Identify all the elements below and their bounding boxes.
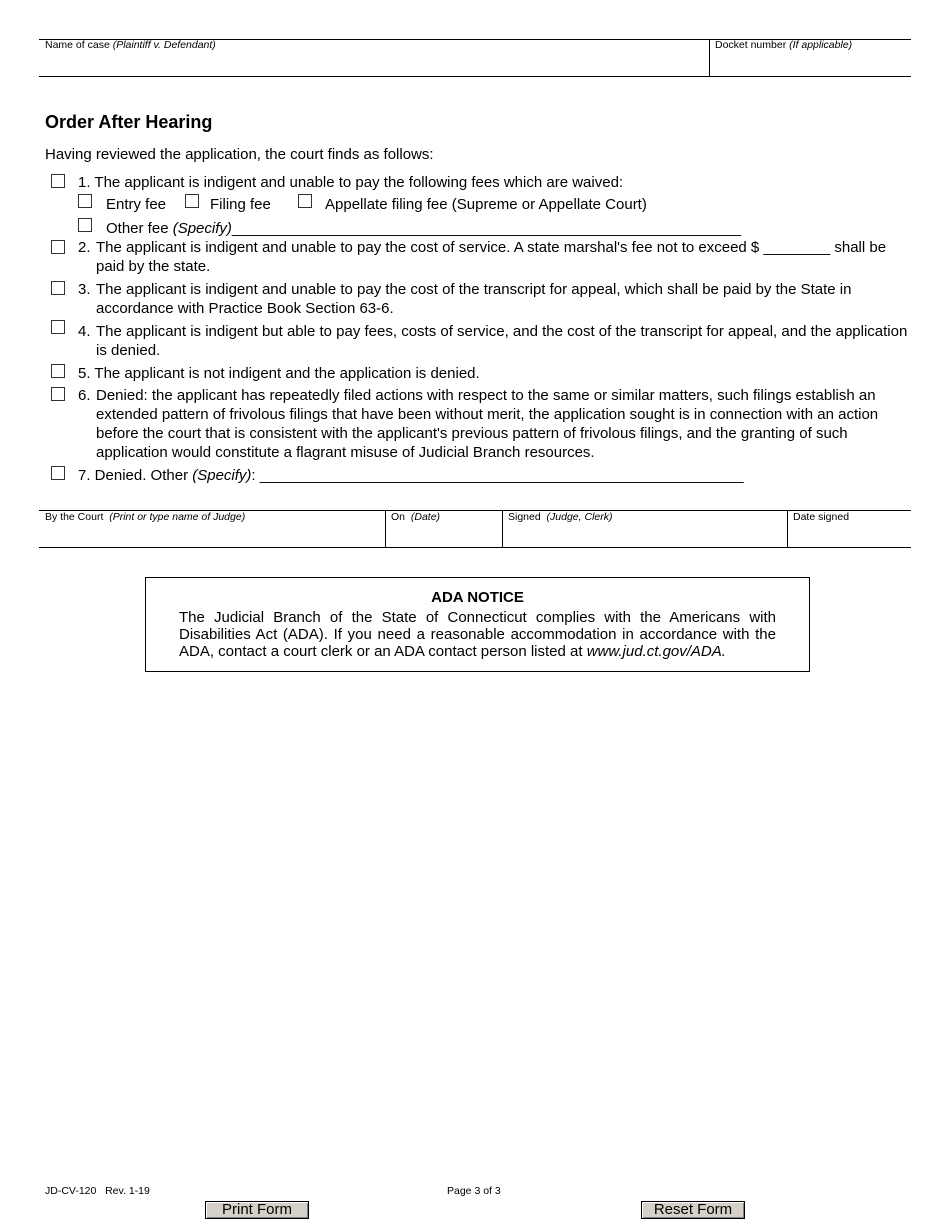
item3-number: 3.: [78, 281, 91, 298]
form-title: Order After Hearing: [45, 112, 213, 132]
item7-hint: (Specify): [192, 467, 252, 484]
item6-number: 6.: [78, 387, 91, 404]
ada-notice-box: [145, 577, 810, 672]
item4-number: 4.: [78, 323, 91, 340]
date-signed-label: Date signed: [793, 511, 850, 523]
filing-fee-checkbox[interactable]: [185, 194, 199, 208]
item5-checkbox[interactable]: [51, 364, 65, 378]
signature-divider-2: [502, 510, 503, 547]
intro-text: Having reviewed the application, the court finds as follows:: [45, 146, 434, 163]
item2-body: The applicant is indigent and unable to pay the cost of service. A state marshal's fee not to exceed $ ________ shall be paid by the state.: [96, 239, 887, 275]
form-id: JD-CV-120 Rev. 1-19: [45, 1185, 150, 1197]
signature-divider-3: [787, 510, 788, 547]
page-number: Page 3 of 3: [447, 1185, 501, 1197]
item6-checkbox[interactable]: [51, 387, 65, 401]
case-name-label: [45, 39, 216, 51]
item1-text: 1. The applicant is indigent and unable to pay the following fees which are waived:: [78, 174, 624, 191]
date-signed-input[interactable]: [793, 526, 909, 546]
judge-name-input[interactable]: [45, 526, 384, 546]
item2-number: 2.: [78, 239, 91, 256]
ada-notice-title: ADA NOTICE: [431, 589, 524, 606]
item4-text: [78, 322, 908, 360]
item2-text: [78, 238, 908, 276]
by-the-court-label-text: By the Court: [45, 511, 104, 523]
item3-checkbox[interactable]: [51, 281, 65, 295]
item7-other-input[interactable]: [270, 464, 742, 484]
print-form-button[interactable]: Print Form: [205, 1201, 309, 1219]
by-the-court-label: [45, 511, 245, 523]
entry-fee-label: Entry fee: [106, 196, 167, 213]
ada-notice-body: The Judicial Branch of the State of Connecticut complies with the Americans with Disabilities Act (ADA). If you need a reasonable accommodation in accordance with the ADA, contact a court clerk or an ADA contact person listed at: [179, 609, 776, 660]
docket-number-hint: (If applicable): [789, 39, 853, 51]
item3-body: The applicant is indigent and unable to pay the cost of the transcript for appeal, which shall be paid by the State in accordance with Practice Book Section 63-6.: [96, 281, 852, 317]
signed-label-text: Signed: [508, 511, 541, 523]
filing-fee-label: Filing fee: [210, 196, 271, 213]
header-bottom-rule: [39, 76, 911, 77]
entry-fee-checkbox[interactable]: [78, 194, 92, 208]
docket-number-label: [715, 39, 852, 51]
item7-label: 7. Denied. Other: [78, 467, 189, 484]
item1-checkbox[interactable]: [51, 174, 65, 188]
case-name-label-text: Name of case: [45, 39, 110, 51]
other-fee-hint: (Specify): [172, 220, 232, 237]
item7-line: : __________________________________________________________: [251, 467, 744, 484]
item5-text: 5. The applicant is not indigent and the application is denied.: [78, 365, 480, 382]
case-name-hint: (Plaintiff v. Defendant): [112, 39, 216, 51]
other-fee-label-text: Other fee: [106, 220, 169, 237]
docket-number-input[interactable]: [715, 54, 909, 76]
header-divider: [709, 39, 710, 76]
signature-bottom-rule: [39, 547, 911, 548]
on-date-hint: (Date): [410, 511, 441, 523]
ada-notice-text: [179, 609, 776, 660]
item4-body: The applicant is indigent but able to pay fees, costs of service, and the cost of the transcript for appeal, and the application is denied.: [96, 323, 908, 359]
item6-body: Denied: the applicant has repeatedly filed actions with respect to the same or similar matters, such filings establish an extended pattern of frivolous filings that have been without merit, the application sought is in connection with an action before the court that is consistent with the applicant's previous pattern of frivolous filings, and the granting of such application would constitute a flagrant misuse of Judicial Branch resources.: [96, 387, 879, 461]
signed-hint: (Judge, Clerk): [546, 511, 613, 523]
on-date-input[interactable]: [391, 526, 500, 546]
case-name-input[interactable]: [45, 54, 704, 76]
signed-label: [508, 511, 613, 523]
item6-text: [78, 386, 910, 462]
appellate-fee-label: Appellate filing fee (Supreme or Appellate Court): [325, 196, 647, 213]
on-date-label: [391, 511, 440, 523]
ada-notice-url[interactable]: www.jud.ct.gov/ADA.: [586, 643, 726, 660]
item7-checkbox[interactable]: [51, 466, 65, 480]
item4-checkbox[interactable]: [51, 320, 65, 334]
by-the-court-hint: (Print or type name of Judge): [109, 511, 246, 523]
item2-checkbox[interactable]: [51, 240, 65, 254]
other-fee-checkbox[interactable]: [78, 218, 92, 232]
signature-divider-1: [385, 510, 386, 547]
appellate-fee-checkbox[interactable]: [298, 194, 312, 208]
docket-number-label-text: Docket number: [715, 39, 787, 51]
reset-form-button[interactable]: Reset Form: [641, 1201, 745, 1219]
on-date-label-text: On: [391, 511, 406, 523]
other-fee-input[interactable]: [245, 217, 744, 237]
item3-text: [78, 280, 908, 318]
other-fee-line: _____________________________________________________________: [231, 220, 741, 237]
